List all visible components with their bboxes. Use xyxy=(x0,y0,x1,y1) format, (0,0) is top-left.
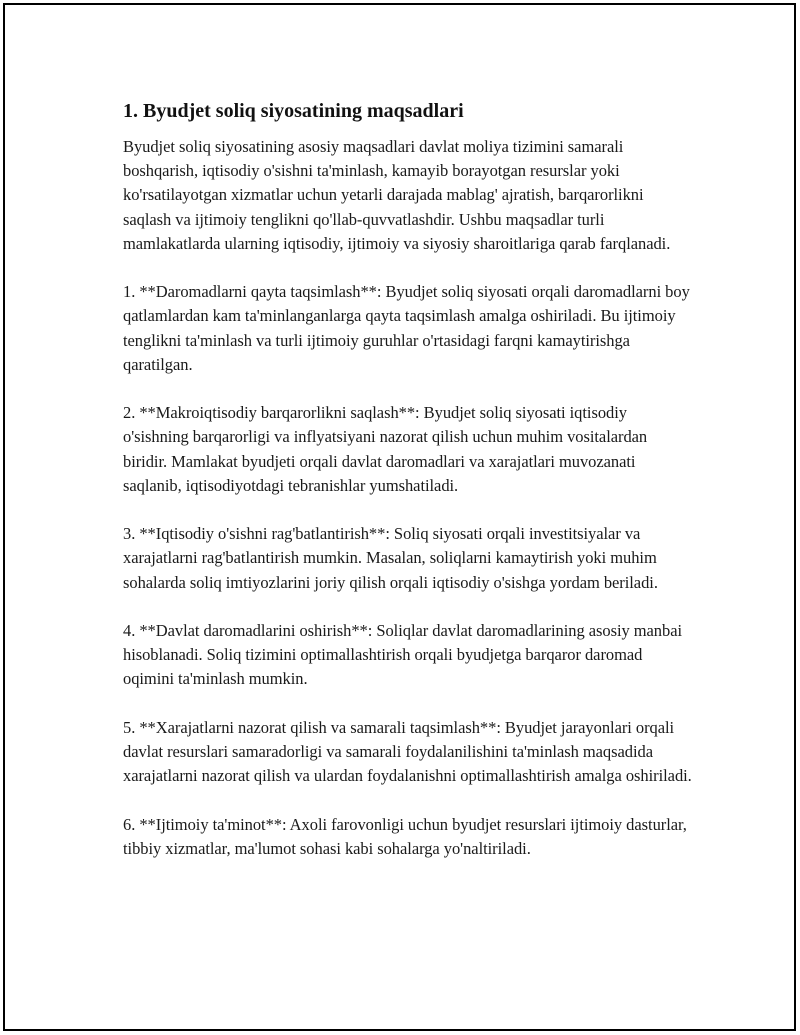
list-item-4: 4. **Davlat daromadlarini oshirish**: Soliqlar davlat daromadlarining asosiy manbai hisoblanadi. Soliq tizimini optimallashtirish orqali byudjetga barqaror daromad oqimini ta'minlash mumkin. xyxy=(123,621,683,689)
list-item-2: 2. **Makroiqtisodiy barqarorlikni saqlash**: Byudjet soliq siyosati iqtisodiy o'sishning barqarorligi va inflyatsiyani nazorat qilish uchun muhim vositalardan biridir. Mamlakat byudjeti orqali davlat daromadlari va xarajatlari muvozanati saqlanib, iqtisodiyotdagi tebranishlar yumshatiladi. xyxy=(123,403,648,495)
list-item-3: 3. **Iqtisodiy o'sishni rag'batlantirish**: Soliq siyosati orqali investitsiyalar va xarajatlarni rag'batlantirish mumkin. Masalan, soliqlarni kamaytirish yoki muhim sohalarda soliq imtiyozlarini joriy qilish orqali iqtisodiy o'sishga yordam beriladi. xyxy=(123,524,658,592)
list-item-5: 5. **Xarajatlarni nazorat qilish va samarali taqsimlash**: Byudjet jarayonlari orqali davlat resurslari samaradorligi va samarali foydalanilishini ta'minlash maqsadida xarajatlarni nazorat qilish va ulardan foydalanishni optimallashtirish amalga oshiriladi. xyxy=(123,717,692,786)
intro-paragraph: Byudjet soliq siyosatining asosiy maqsadlari davlat moliya tizimini samarali boshqarish, iqtisodiy o'sishni ta'minlash, kamayib borayotgan resurslar yoki ko'rsatilayotgan xizmatlar uchun yetarli darajada mablag' ajratish, barqarorlikni saqlash va ijtimoiy tenglikni qo'llab-quvvatlashdir. Ushbu maqsadlar turli mamlakatlarda ularning iqtisodiy, ijtimoiy va siyosiy sharoitlariga qarab farqlanadi. xyxy=(123,137,671,253)
list-item-6: 6. **Ijtimoiy ta'minot**: Axoli farovonligi uchun byudjet resurslari ijtimoiy dasturlar, tibbiy xizmatlar, ma'lumot sohasi kabi sohalarga yo'naltiriladi. xyxy=(123,814,687,858)
document-body xyxy=(123,97,695,885)
page-frame xyxy=(3,3,796,1031)
document-title: 1. Byudjet soliq siyosatining maqsadlari xyxy=(123,100,464,122)
list-item-1: 1. **Daromadlarni qayta taqsimlash**: Byudjet soliq siyosati orqali daromadlarni boy qatlamlardan kam ta'minlanganlarga qayta taqsimlash amalga oshiriladi. Bu ijtimoiy tenglikni ta'minlash va turli ijtimoiy guruhlar o'rtasidagi farqni kamaytirishga qaratilgan. xyxy=(123,282,690,374)
